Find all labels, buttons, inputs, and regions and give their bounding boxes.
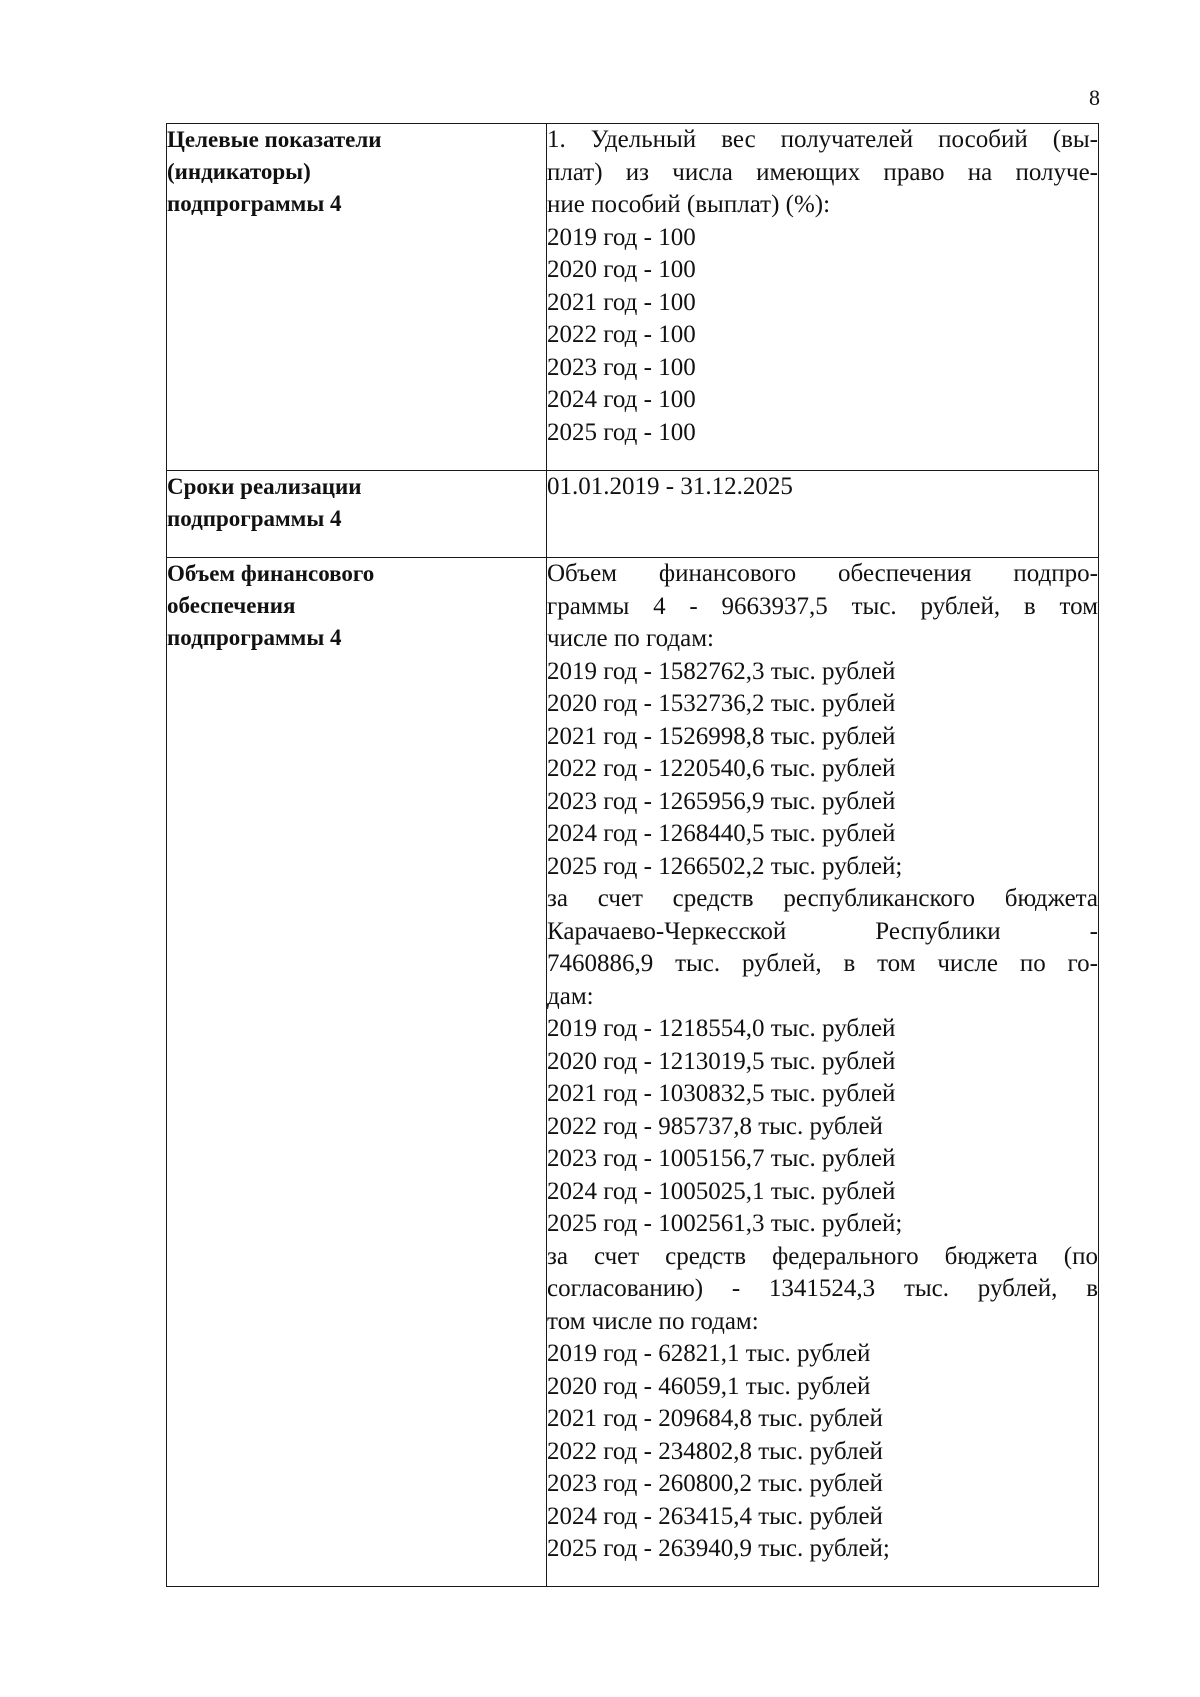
indicator-year-value: 2025 год - 100 xyxy=(547,418,696,446)
indicator-year-value: 2023 год - 100 xyxy=(547,353,696,381)
indicator-text-line: 1. Удельный вес получателей пособий (вы- xyxy=(547,126,1098,153)
total-year-amount: 2020 год - 1532736,2 тыс. рублей xyxy=(547,690,896,717)
value-cell-financing-volume xyxy=(547,558,1099,1587)
total-year-amount: 2024 год - 1268440,5 тыс. рублей xyxy=(547,820,896,847)
financing-text-line: дам: xyxy=(547,982,594,1010)
value-cell-implementation-period xyxy=(547,471,1099,558)
federal-year-amount: 2019 год - 62821,1 тыс. рублей xyxy=(547,1340,871,1367)
indicator-text-line: плат) из числа имеющих право на получе- xyxy=(547,158,1098,186)
indicator-text-line: ние пособий (выплат) (%): xyxy=(547,191,831,218)
financing-text-line: Карачаево-Черкесской Республики - xyxy=(547,917,1098,945)
total-year-amount: 2019 год - 1582762,3 тыс. рублей xyxy=(547,657,896,685)
regional-year-amount: 2025 год - 1002561,3 тыс. рублей; xyxy=(547,1210,903,1237)
label-line: подпрограммы 4 xyxy=(167,625,342,650)
indicator-year-value: 2020 год - 100 xyxy=(547,256,696,283)
label-line: подпрограммы 4 xyxy=(167,191,342,216)
page-number: 8 xyxy=(1089,85,1100,110)
total-year-amount: 2021 год - 1526998,8 тыс. рублей xyxy=(547,722,896,750)
regional-year-amount: 2024 год - 1005025,1 тыс. рублей xyxy=(547,1177,896,1205)
indicator-year-value: 2021 год - 100 xyxy=(547,288,696,316)
financing-text-line: за счет средств федерального бюджета (по xyxy=(547,1242,1098,1270)
financing-text-line: числе по годам: xyxy=(547,625,714,652)
federal-year-amount: 2025 год - 263940,9 тыс. рублей; xyxy=(547,1535,890,1562)
indicator-year-value: 2024 год - 100 xyxy=(547,386,696,413)
federal-year-amount: 2024 год - 263415,4 тыс. рублей xyxy=(547,1502,883,1530)
label-cell-implementation-period xyxy=(167,471,547,558)
implementation-period-value: 01.01.2019 - 31.12.2025 xyxy=(547,473,793,500)
label-line: Целевые показатели xyxy=(167,127,382,152)
federal-year-amount: 2021 год - 209684,8 тыс. рублей xyxy=(547,1405,883,1432)
indicator-year-value: 2022 год - 100 xyxy=(547,321,696,348)
financing-text-line: том числе по годам: xyxy=(547,1307,759,1335)
regional-year-amount: 2023 год - 1005156,7 тыс. рублей xyxy=(547,1145,896,1172)
label-line: Сроки реализации xyxy=(167,474,362,499)
total-year-amount: 2023 год - 1265956,9 тыс. рублей xyxy=(547,787,896,815)
financing-text-line: за счет средств республиканского бюджета xyxy=(547,885,1098,912)
total-year-amount: 2022 год - 1220540,6 тыс. рублей xyxy=(547,755,896,782)
label-cell-financing-volume xyxy=(167,558,547,1587)
subprogram-passport-table xyxy=(166,123,1099,1587)
federal-year-amount: 2023 год - 260800,2 тыс. рублей xyxy=(547,1470,883,1497)
table-row-target-indicators xyxy=(167,124,1099,471)
financing-text-line: граммы 4 - 9663937,5 тыс. рублей, в том xyxy=(547,592,1098,620)
value-cell-target-indicators xyxy=(547,124,1099,471)
indicator-year-value: 2019 год - 100 xyxy=(547,223,696,251)
federal-year-amount: 2022 год - 234802,8 тыс. рублей xyxy=(547,1437,883,1465)
financing-text-line: Объем финансового обеспечения подпро- xyxy=(547,560,1098,587)
table-row-implementation-period xyxy=(167,471,1099,558)
regional-year-amount: 2019 год - 1218554,0 тыс. рублей xyxy=(547,1015,896,1042)
total-year-amount: 2025 год - 1266502,2 тыс. рублей; xyxy=(547,852,903,880)
regional-year-amount: 2020 год - 1213019,5 тыс. рублей xyxy=(547,1047,896,1075)
label-cell-target-indicators xyxy=(167,124,547,471)
label-line: (индикаторы) xyxy=(167,159,311,184)
financing-text-line: согласованию) - 1341524,3 тыс. рублей, в xyxy=(547,1275,1098,1302)
label-line: обеспечения xyxy=(167,593,296,618)
label-line: подпрограммы 4 xyxy=(167,506,342,531)
federal-year-amount: 2020 год - 46059,1 тыс. рублей xyxy=(547,1372,871,1400)
regional-year-amount: 2022 год - 985737,8 тыс. рублей xyxy=(547,1112,883,1140)
table-row-financing-volume xyxy=(167,558,1099,1587)
regional-year-amount: 2021 год - 1030832,5 тыс. рублей xyxy=(547,1080,896,1107)
financing-text-line: 7460886,9 тыс. рублей, в том числе по го- xyxy=(547,950,1098,977)
label-line: Объем финансового xyxy=(167,561,375,586)
